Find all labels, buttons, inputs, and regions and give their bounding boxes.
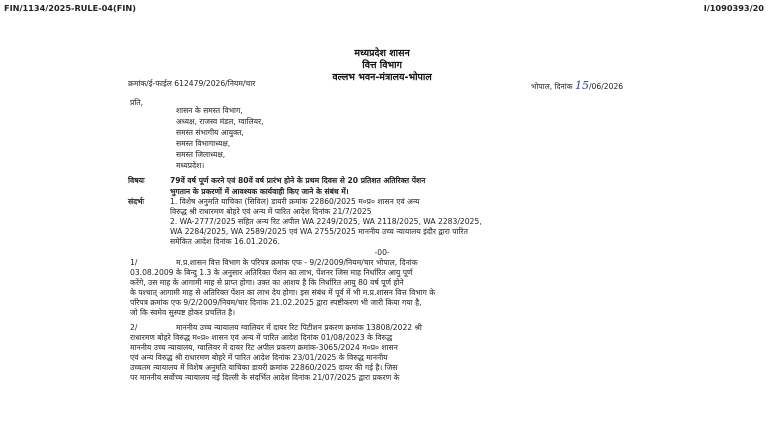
para2-number: 2/	[130, 323, 138, 332]
date-prefix: भोपाल, दिनांक	[531, 82, 573, 91]
reference-line: समेकित आदेश दिनांक 16.01.2026.	[170, 237, 280, 246]
recipient-line: समस्त संभागीय आयुक्त,	[176, 128, 244, 137]
file-code: FIN/1134/2025-RULE-04(FIN)	[4, 3, 136, 13]
para2-line: माननीय उच्च न्यायालय, ग्वालियर में दायर रिट अपील प्रकरण क्रमांक-3065/2024 म०प्र० शासन	[130, 343, 398, 352]
letterhead-govt: मध्यप्रदेश शासन	[354, 48, 410, 59]
para1-line: म.प्र.शासन वित्त विभाग के परिपत्र क्रमांक एफ - 9/2/2009/नियम/चार भोपाल, दिनांक	[176, 258, 418, 267]
separator: -00-	[374, 248, 390, 257]
para2-line: राधारमण बोहरे विरुद्ध म०प्र० शासन एवं अन्य में पारित आदेश दिनांक 01/08/2023 के विरुद्ध	[130, 333, 393, 342]
date-day: 15	[575, 79, 589, 92]
para1-line: जो कि स्वमेव सुस्पष्ट होकर प्रचलित है।	[130, 308, 236, 317]
order-date	[531, 79, 623, 92]
reference-line: विरुद्ध श्री राधारमण बोहरे एवं अन्य में पारित आदेश दिनांक 21/7/2025	[170, 207, 372, 216]
reference-label: संदर्भः	[128, 197, 145, 206]
para1-line: 03.08.2009 के बिन्दु 1.3 के अनुसार अतिरिक्त पेंशन का लाभ, पेंशनर जिस माह निर्धारित आयु पूर्ण	[130, 268, 413, 277]
reference-code: I/1090393/20	[703, 3, 764, 13]
para1-line: करेंगे, उस माह के आगामी माह से प्राप्त होगा। उक्त का आशय है कि निर्धारित आयु 80 वर्ष पूर्ण होने	[130, 278, 404, 287]
para1-line: के पश्चात् आगामी माह से अतिरिक्त पेंशन का लाभ देय होगा। इस संबंध में पूर्व में भी म.प्र.शासन वित्त विभाग के	[130, 288, 436, 297]
para1-line: परिपत्र क्रमांक एफ 9/2/2009/नियम/चार दिनांक 21.02.2025 द्वारा स्पष्टीकरण भी जारी किया गया है,	[130, 298, 422, 307]
recipient-line: शासन के समस्त विभाग,	[176, 106, 243, 115]
subject-line: 79वें वर्ष पूर्ण करने एवं 80वें वर्ष प्रारंभ होने के प्रथम दिवस से 20 प्रतिशत अतिरिक्त पेंशन	[170, 176, 426, 185]
reference-line: 1. विशेष अनुमति याचिका (सिविल) डायरी क्रमांक 22860/2025 म०प्र० शासन एवं अन्य	[170, 197, 420, 206]
recipient-line: समस्त विभागाध्यक्ष,	[176, 139, 231, 148]
reference-line: WA 2284/2025, WA 2589/2025 एवं WA 2755/2025 माननीय उच्च न्यायालय इंदौर द्वारा पारित	[170, 227, 468, 236]
subject-label: विषयः	[128, 176, 145, 185]
recipient-line: मध्यप्रदेश।	[176, 161, 205, 170]
para2-line: पर माननीय सर्वोच्च न्यायालय नई दिल्ली के संदर्भित आदेश दिनांक 21/07/2025 द्वारा प्रकरण के	[130, 373, 400, 382]
order-number: क्रमांक/ई-फाईल 612479/2026/नियम/चार	[128, 79, 256, 88]
recipient-line: अध्यक्ष, राजस्व मंडल, ग्वालियर,	[176, 117, 264, 126]
reference-line: 2. WA-2777/2025 सहित अन्य रिट अपील WA 2249/2025, WA 2118/2025, WA 2283/2025,	[170, 217, 482, 226]
prati-label: प्रति,	[130, 98, 144, 107]
para2-line: एवं अन्य विरुद्ध श्री राधारमण बोहरे में पारित आदेश दिनांक 23/01/2025 के विरुद्ध माननीय	[130, 353, 388, 362]
date-rest: /06/2026	[589, 82, 624, 91]
letterhead-department: वित्त विभाग	[362, 60, 402, 71]
letterhead-address: वल्लभ भवन-मंत्रालय-भोपाल	[332, 72, 432, 83]
recipient-line: समस्त जिलाध्यक्ष,	[176, 150, 226, 159]
para1-number: 1/	[130, 258, 138, 267]
para2-line: माननीय उच्च न्यायालय ग्वालियर में दायर रिट पिटीशन प्रकरण क्रमांक 13808/2022 श्री	[176, 323, 422, 332]
subject-line: भुगतान के प्रकरणों में आवश्यक कार्यवाही किए जाने के संबंध में।	[170, 187, 349, 196]
para2-line: उच्चतम न्यायालय में विशेष अनुमति याचिका डायरी क्रमांक 22860/2025 दायर की गई है। जिस	[130, 363, 398, 372]
